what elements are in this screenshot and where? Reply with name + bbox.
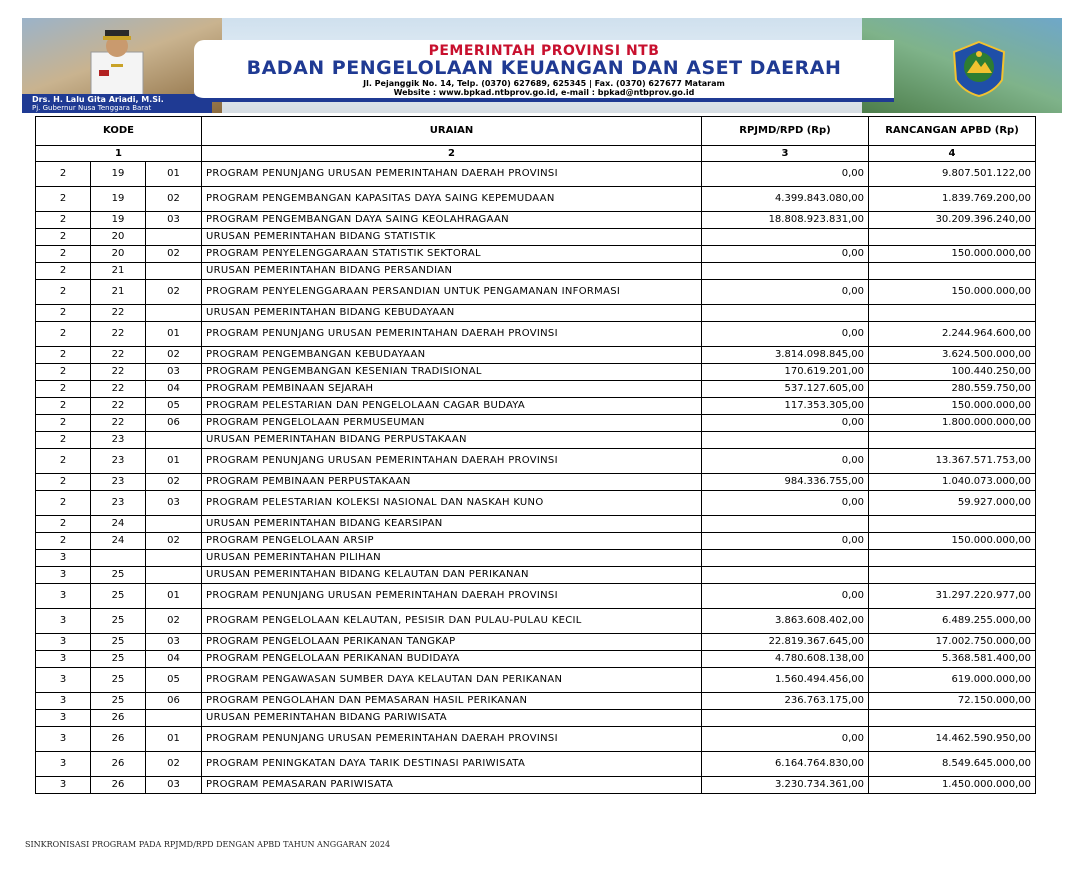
cell-uraian: URUSAN PEMERINTAHAN BIDANG STATISTIK xyxy=(202,229,702,246)
cell-kode-3: 01 xyxy=(146,322,202,347)
cell-apbd-value: 59.927.000,00 xyxy=(869,491,1036,516)
cell-kode-2: 22 xyxy=(91,347,146,364)
cell-uraian: URUSAN PEMERINTAHAN BIDANG KELAUTAN DAN PERIKANAN xyxy=(202,567,702,584)
cell-kode-1: 3 xyxy=(36,550,91,567)
budget-table xyxy=(35,116,1036,794)
cell-kode-1: 3 xyxy=(36,651,91,668)
cell-kode-3 xyxy=(146,550,202,567)
cell-rpjmd-value: 0,00 xyxy=(702,533,869,550)
column-number: 4 xyxy=(869,146,1036,162)
cell-apbd-value xyxy=(869,432,1036,449)
cell-apbd-value: 1.839.769.200,00 xyxy=(869,187,1036,212)
cell-uraian: URUSAN PEMERINTAHAN BIDANG PERPUSTAKAAN xyxy=(202,432,702,449)
cell-uraian: URUSAN PEMERINTAHAN BIDANG KEBUDAYAAN xyxy=(202,305,702,322)
cell-apbd-value: 9.807.501.122,00 xyxy=(869,162,1036,187)
cell-uraian: PROGRAM PENGEMBANGAN KAPASITAS DAYA SAING KEPEMUDAAN xyxy=(202,187,702,212)
table-row xyxy=(36,322,1036,347)
cell-kode-1: 3 xyxy=(36,567,91,584)
cell-kode-3 xyxy=(146,516,202,533)
cell-rpjmd-value xyxy=(702,516,869,533)
cell-apbd-value: 1.450.000.000,00 xyxy=(869,777,1036,794)
cell-rpjmd-value: 0,00 xyxy=(702,162,869,187)
table-row xyxy=(36,398,1036,415)
column-number: 3 xyxy=(702,146,869,162)
cell-kode-2: 19 xyxy=(91,187,146,212)
table-row xyxy=(36,347,1036,364)
cell-apbd-value: 6.489.255.000,00 xyxy=(869,609,1036,634)
cell-uraian: URUSAN PEMERINTAHAN BIDANG KEARSIPAN xyxy=(202,516,702,533)
cell-apbd-value: 5.368.581.400,00 xyxy=(869,651,1036,668)
cell-rpjmd-value: 0,00 xyxy=(702,415,869,432)
ntb-province-emblem-icon xyxy=(950,40,1008,98)
cell-kode-3: 06 xyxy=(146,693,202,710)
cell-kode-2 xyxy=(91,550,146,567)
table-row xyxy=(36,305,1036,322)
column-number-row xyxy=(36,146,1036,162)
header-apbd: RANCANGAN APBD (Rp) xyxy=(869,117,1036,146)
cell-apbd-value: 8.549.645.000,00 xyxy=(869,752,1036,777)
cell-apbd-value xyxy=(869,263,1036,280)
cell-kode-2: 21 xyxy=(91,263,146,280)
cell-apbd-value: 14.462.590.950,00 xyxy=(869,727,1036,752)
official-name: Drs. H. Lalu Gita Ariadi, M.Si. xyxy=(32,95,164,104)
cell-kode-1: 2 xyxy=(36,364,91,381)
cell-apbd-value: 150.000.000,00 xyxy=(869,533,1036,550)
cell-kode-2: 21 xyxy=(91,280,146,305)
cell-uraian: PROGRAM PENGEMBANGAN KESENIAN TRADISIONAL xyxy=(202,364,702,381)
cell-kode-2: 20 xyxy=(91,229,146,246)
cell-kode-2: 25 xyxy=(91,634,146,651)
table-header-row xyxy=(36,117,1036,146)
cell-rpjmd-value: 3.230.734.361,00 xyxy=(702,777,869,794)
cell-rpjmd-value: 0,00 xyxy=(702,280,869,305)
cell-uraian: PROGRAM PEMBINAAN PERPUSTAKAAN xyxy=(202,474,702,491)
cell-kode-3 xyxy=(146,263,202,280)
cell-kode-1: 3 xyxy=(36,777,91,794)
cell-rpjmd-value: 0,00 xyxy=(702,449,869,474)
cell-apbd-value: 3.624.500.000,00 xyxy=(869,347,1036,364)
cell-apbd-value xyxy=(869,305,1036,322)
cell-kode-1: 2 xyxy=(36,449,91,474)
cell-kode-1: 3 xyxy=(36,752,91,777)
header-rpjmd: RPJMD/RPD (Rp) xyxy=(702,117,869,146)
cell-apbd-value xyxy=(869,229,1036,246)
cell-kode-3: 02 xyxy=(146,187,202,212)
cell-kode-1: 2 xyxy=(36,516,91,533)
column-number: 2 xyxy=(202,146,702,162)
cell-uraian: PROGRAM PENINGKATAN DAYA TARIK DESTINASI PARIWISATA xyxy=(202,752,702,777)
cell-kode-3 xyxy=(146,305,202,322)
cell-rpjmd-value xyxy=(702,550,869,567)
cell-kode-3: 04 xyxy=(146,381,202,398)
cell-kode-2: 19 xyxy=(91,212,146,229)
cell-kode-1: 2 xyxy=(36,187,91,212)
cell-kode-3: 02 xyxy=(146,246,202,263)
cell-kode-2: 22 xyxy=(91,305,146,322)
governor-portrait xyxy=(77,22,157,96)
cell-apbd-value: 100.440.250,00 xyxy=(869,364,1036,381)
cell-kode-1: 2 xyxy=(36,212,91,229)
government-title: PEMERINTAH PROVINSI NTB xyxy=(428,43,660,59)
cell-kode-1: 2 xyxy=(36,263,91,280)
cell-uraian: PROGRAM PENGELOLAAN KELAUTAN, PESISIR DAN PULAU-PULAU KECIL xyxy=(202,609,702,634)
header-kode: KODE xyxy=(36,117,202,146)
cell-kode-2: 23 xyxy=(91,491,146,516)
cell-kode-2: 26 xyxy=(91,710,146,727)
cell-kode-1: 3 xyxy=(36,609,91,634)
cell-apbd-value: 150.000.000,00 xyxy=(869,398,1036,415)
cell-kode-3: 03 xyxy=(146,491,202,516)
cell-apbd-value: 150.000.000,00 xyxy=(869,280,1036,305)
cell-rpjmd-value: 984.336.755,00 xyxy=(702,474,869,491)
cell-apbd-value: 1.800.000.000,00 xyxy=(869,415,1036,432)
cell-kode-1: 2 xyxy=(36,322,91,347)
cell-uraian: PROGRAM PENUNJANG URUSAN PEMERINTAHAN DAERAH PROVINSI xyxy=(202,584,702,609)
cell-kode-3 xyxy=(146,229,202,246)
cell-rpjmd-value: 3.863.608.402,00 xyxy=(702,609,869,634)
table-row xyxy=(36,693,1036,710)
cell-kode-2: 25 xyxy=(91,609,146,634)
table-row xyxy=(36,187,1036,212)
cell-kode-2: 23 xyxy=(91,474,146,491)
cell-kode-1: 2 xyxy=(36,280,91,305)
cell-kode-3: 05 xyxy=(146,668,202,693)
cell-rpjmd-value xyxy=(702,710,869,727)
cell-uraian: PROGRAM PENGELOLAAN PERMUSEUMAN xyxy=(202,415,702,432)
cell-kode-1: 2 xyxy=(36,415,91,432)
cell-uraian: PROGRAM PENYELENGGARAAN STATISTIK SEKTORAL xyxy=(202,246,702,263)
cell-kode-1: 3 xyxy=(36,693,91,710)
table-row xyxy=(36,432,1036,449)
cell-uraian: URUSAN PEMERINTAHAN BIDANG PARIWISATA xyxy=(202,710,702,727)
cell-uraian: PROGRAM PELESTARIAN DAN PENGELOLAAN CAGAR BUDAYA xyxy=(202,398,702,415)
table-row xyxy=(36,212,1036,229)
cell-kode-1: 2 xyxy=(36,432,91,449)
cell-kode-3: 03 xyxy=(146,212,202,229)
cell-rpjmd-value: 117.353.305,00 xyxy=(702,398,869,415)
header-uraian: URAIAN xyxy=(202,117,702,146)
cell-rpjmd-value xyxy=(702,432,869,449)
cell-apbd-value: 150.000.000,00 xyxy=(869,246,1036,263)
table-row xyxy=(36,364,1036,381)
cell-rpjmd-value: 4.780.608.138,00 xyxy=(702,651,869,668)
cell-kode-2: 23 xyxy=(91,449,146,474)
cell-kode-2: 25 xyxy=(91,567,146,584)
cell-kode-2: 26 xyxy=(91,727,146,752)
cell-kode-2: 22 xyxy=(91,364,146,381)
cell-kode-1: 3 xyxy=(36,634,91,651)
cell-kode-3 xyxy=(146,710,202,727)
agency-contact: Website : www.bpkad.ntbprov.go.id, e-mail : bpkad@ntbprov.go.id xyxy=(393,88,695,97)
cell-kode-1: 2 xyxy=(36,398,91,415)
cell-kode-1: 2 xyxy=(36,347,91,364)
cell-uraian: PROGRAM PELESTARIAN KOLEKSI NASIONAL DAN NASKAH KUNO xyxy=(202,491,702,516)
cell-kode-1: 2 xyxy=(36,474,91,491)
table-row xyxy=(36,710,1036,727)
cell-rpjmd-value: 3.814.098.845,00 xyxy=(702,347,869,364)
cell-kode-1: 2 xyxy=(36,381,91,398)
cell-uraian: PROGRAM PENUNJANG URUSAN PEMERINTAHAN DAERAH PROVINSI xyxy=(202,449,702,474)
cell-kode-2: 22 xyxy=(91,322,146,347)
cell-kode-1: 3 xyxy=(36,710,91,727)
table-row xyxy=(36,609,1036,634)
letterhead-banner xyxy=(22,18,1062,113)
cell-apbd-value: 30.209.396.240,00 xyxy=(869,212,1036,229)
table-row xyxy=(36,263,1036,280)
cell-kode-1: 2 xyxy=(36,491,91,516)
cell-apbd-value xyxy=(869,567,1036,584)
table-row xyxy=(36,777,1036,794)
table-row xyxy=(36,752,1036,777)
cell-rpjmd-value: 236.763.175,00 xyxy=(702,693,869,710)
table-row xyxy=(36,634,1036,651)
official-title: Pj. Gubernur Nusa Tenggara Barat xyxy=(32,104,152,112)
cell-uraian: URUSAN PEMERINTAHAN BIDANG PERSANDIAN xyxy=(202,263,702,280)
table-row xyxy=(36,668,1036,693)
table-row xyxy=(36,474,1036,491)
cell-rpjmd-value xyxy=(702,567,869,584)
cell-kode-3: 02 xyxy=(146,280,202,305)
cell-kode-2: 26 xyxy=(91,777,146,794)
cell-kode-3: 03 xyxy=(146,364,202,381)
cell-rpjmd-value xyxy=(702,305,869,322)
cell-kode-2: 24 xyxy=(91,516,146,533)
cell-rpjmd-value: 0,00 xyxy=(702,584,869,609)
cell-uraian: PROGRAM PENGELOLAAN PERIKANAN BUDIDAYA xyxy=(202,651,702,668)
letterhead-title-box xyxy=(194,40,894,102)
cell-uraian: PROGRAM PEMASARAN PARIWISATA xyxy=(202,777,702,794)
cell-kode-1: 2 xyxy=(36,162,91,187)
cell-kode-3: 05 xyxy=(146,398,202,415)
cell-kode-3: 03 xyxy=(146,634,202,651)
table-row xyxy=(36,651,1036,668)
cell-kode-2: 22 xyxy=(91,415,146,432)
cell-rpjmd-value: 6.164.764.830,00 xyxy=(702,752,869,777)
table-row xyxy=(36,516,1036,533)
table-row xyxy=(36,415,1036,432)
cell-kode-1: 3 xyxy=(36,727,91,752)
table-row xyxy=(36,584,1036,609)
cell-kode-3: 01 xyxy=(146,727,202,752)
cell-rpjmd-value: 22.819.367.645,00 xyxy=(702,634,869,651)
table-row xyxy=(36,491,1036,516)
cell-kode-3: 01 xyxy=(146,162,202,187)
cell-kode-3: 02 xyxy=(146,347,202,364)
cell-apbd-value: 280.559.750,00 xyxy=(869,381,1036,398)
cell-kode-1: 3 xyxy=(36,584,91,609)
cell-kode-2: 20 xyxy=(91,246,146,263)
cell-apbd-value xyxy=(869,710,1036,727)
table-row xyxy=(36,162,1036,187)
table-row xyxy=(36,229,1036,246)
cell-kode-2: 25 xyxy=(91,584,146,609)
cell-apbd-value: 2.244.964.600,00 xyxy=(869,322,1036,347)
cell-apbd-value: 72.150.000,00 xyxy=(869,693,1036,710)
cell-apbd-value: 17.002.750.000,00 xyxy=(869,634,1036,651)
cell-apbd-value xyxy=(869,516,1036,533)
cell-kode-3: 06 xyxy=(146,415,202,432)
cell-uraian: PROGRAM PENGOLAHAN DAN PEMASARAN HASIL PERIKANAN xyxy=(202,693,702,710)
cell-apbd-value: 1.040.073.000,00 xyxy=(869,474,1036,491)
cell-kode-2: 25 xyxy=(91,651,146,668)
column-number: 1 xyxy=(36,146,202,162)
cell-rpjmd-value: 170.619.201,00 xyxy=(702,364,869,381)
cell-kode-3: 01 xyxy=(146,584,202,609)
table-row xyxy=(36,381,1036,398)
table-row xyxy=(36,280,1036,305)
cell-kode-3: 02 xyxy=(146,533,202,550)
cell-uraian: PROGRAM PENUNJANG URUSAN PEMERINTAHAN DAERAH PROVINSI xyxy=(202,162,702,187)
cell-uraian: PROGRAM PENGEMBANGAN DAYA SAING KEOLAHRAGAAN xyxy=(202,212,702,229)
cell-uraian: PROGRAM PENYELENGGARAAN PERSANDIAN UNTUK PENGAMANAN INFORMASI xyxy=(202,280,702,305)
cell-rpjmd-value: 0,00 xyxy=(702,727,869,752)
cell-uraian: PROGRAM PENGEMBANGAN KEBUDAYAAN xyxy=(202,347,702,364)
cell-rpjmd-value: 1.560.494.456,00 xyxy=(702,668,869,693)
cell-kode-2: 19 xyxy=(91,162,146,187)
agency-address: Jl. Pejanggik No. 14, Telp. (0370) 627689, 625345 | Fax. (0370) 627677 Mataram xyxy=(363,79,725,88)
table-row xyxy=(36,550,1036,567)
cell-uraian: PROGRAM PENGELOLAAN PERIKANAN TANGKAP xyxy=(202,634,702,651)
cell-kode-1: 3 xyxy=(36,668,91,693)
cell-kode-1: 2 xyxy=(36,229,91,246)
cell-uraian: PROGRAM PENUNJANG URUSAN PEMERINTAHAN DAERAH PROVINSI xyxy=(202,727,702,752)
cell-kode-2: 25 xyxy=(91,668,146,693)
table-row xyxy=(36,567,1036,584)
cell-kode-3: 02 xyxy=(146,752,202,777)
cell-rpjmd-value: 0,00 xyxy=(702,491,869,516)
cell-apbd-value: 13.367.571.753,00 xyxy=(869,449,1036,474)
cell-kode-1: 2 xyxy=(36,246,91,263)
table-row xyxy=(36,533,1036,550)
cell-apbd-value: 619.000.000,00 xyxy=(869,668,1036,693)
cell-rpjmd-value xyxy=(702,229,869,246)
cell-kode-3 xyxy=(146,567,202,584)
cell-kode-2: 22 xyxy=(91,381,146,398)
cell-rpjmd-value xyxy=(702,263,869,280)
cell-kode-3: 03 xyxy=(146,777,202,794)
cell-kode-2: 22 xyxy=(91,398,146,415)
cell-apbd-value xyxy=(869,550,1036,567)
cell-kode-3: 02 xyxy=(146,474,202,491)
cell-uraian: PROGRAM PENGELOLAAN ARSIP xyxy=(202,533,702,550)
table-row xyxy=(36,246,1036,263)
cell-kode-3: 04 xyxy=(146,651,202,668)
cell-rpjmd-value: 18.808.923.831,00 xyxy=(702,212,869,229)
cell-kode-2: 24 xyxy=(91,533,146,550)
cell-kode-3 xyxy=(146,432,202,449)
cell-kode-3: 02 xyxy=(146,609,202,634)
cell-kode-2: 26 xyxy=(91,752,146,777)
cell-uraian: PROGRAM PENUNJANG URUSAN PEMERINTAHAN DAERAH PROVINSI xyxy=(202,322,702,347)
cell-kode-1: 2 xyxy=(36,305,91,322)
cell-uraian: PROGRAM PEMBINAAN SEJARAH xyxy=(202,381,702,398)
cell-rpjmd-value: 0,00 xyxy=(702,246,869,263)
table-row xyxy=(36,449,1036,474)
cell-uraian: URUSAN PEMERINTAHAN PILIHAN xyxy=(202,550,702,567)
cell-uraian: PROGRAM PENGAWASAN SUMBER DAYA KELAUTAN DAN PERIKANAN xyxy=(202,668,702,693)
cell-kode-2: 23 xyxy=(91,432,146,449)
cell-rpjmd-value: 537.127.605,00 xyxy=(702,381,869,398)
cell-rpjmd-value: 0,00 xyxy=(702,322,869,347)
document-footer: SINKRONISASI PROGRAM PADA RPJMD/RPD DENGAN APBD TAHUN ANGGARAN 2024 xyxy=(25,840,391,849)
agency-title: BADAN PENGELOLAAN KEUANGAN DAN ASET DAERAH xyxy=(246,57,842,79)
cell-kode-2: 25 xyxy=(91,693,146,710)
cell-rpjmd-value: 4.399.843.080,00 xyxy=(702,187,869,212)
cell-kode-3: 01 xyxy=(146,449,202,474)
cell-kode-1: 2 xyxy=(36,533,91,550)
cell-apbd-value: 31.297.220.977,00 xyxy=(869,584,1036,609)
table-row xyxy=(36,727,1036,752)
